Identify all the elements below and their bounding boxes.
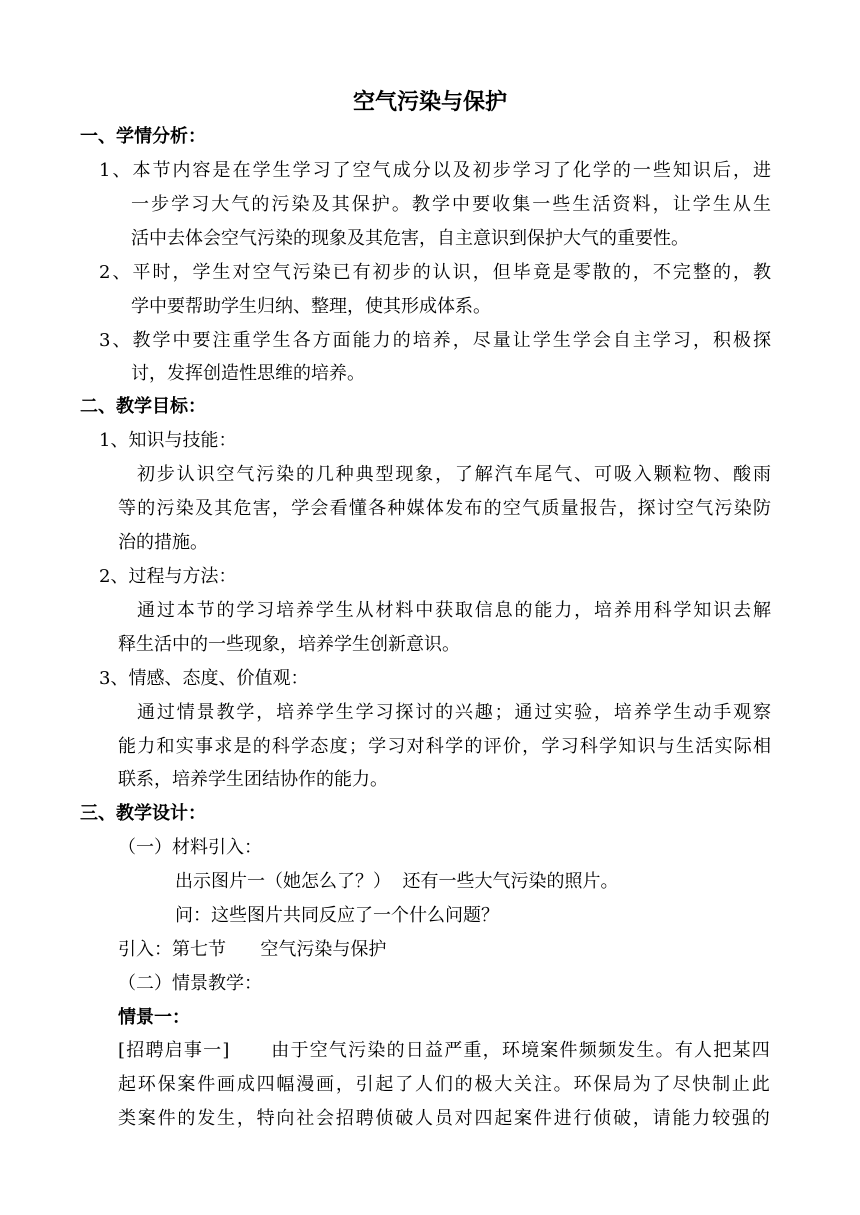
analysis-item-1-line-2: 一步学习大气的污染及其保护。教学中要收集一些生活资料，让学生从生 — [131, 194, 771, 215]
section-heading-analysis: 一、学情分析： — [80, 126, 206, 147]
objective-3-text-line-2: 能力和实事求是的科学态度；学习对科学的评价，学习科学知识与生活实际相 — [118, 736, 771, 757]
objective-2-title: 2、过程与方法： — [99, 566, 237, 587]
objective-2-text-line-1: 通过本节的学习培养学生从材料中获取信息的能力，培养用科学知识去解 — [137, 600, 771, 621]
analysis-item-1-line-1: 1、本节内容是在学生学习了空气成分以及初步学习了化学的一些知识后，进 — [99, 160, 771, 181]
scene-1-title: 情景一： — [118, 1007, 190, 1028]
design-part-2-title: （二）情景教学： — [118, 973, 262, 994]
design-part-1-line-1: 出示图片一（她怎么了？） 还有一些大气污染的照片。 — [175, 871, 619, 892]
analysis-item-1-line-3: 活中去体会空气污染的现象及其危害，自主意识到保护大气的重要性。 — [131, 228, 689, 249]
objective-1-text-line-1: 初步认识空气污染的几种典型现象，了解汽车尾气、可吸入颗粒物、酸雨 — [137, 464, 771, 485]
document-title: 空气污染与保护 — [352, 89, 507, 115]
design-part-1-title: （一）材料引入： — [118, 837, 262, 858]
analysis-item-3-line-2: 讨，发挥创造性思维的培养。 — [131, 363, 365, 384]
analysis-item-2-line-2: 学中要帮助学生归纳、整理，使其形成体系。 — [131, 296, 491, 317]
objective-1-text-line-3: 治的措施。 — [118, 532, 208, 553]
section-heading-objectives: 二、教学目标： — [80, 396, 206, 417]
objective-3-text-line-1: 通过情景教学，培养学生学习探讨的兴趣；通过实验，培养学生动手观察 — [137, 702, 771, 723]
objective-3-text-line-3: 联系，培养学生团结协作的能力。 — [118, 769, 388, 790]
analysis-item-2-line-1: 2、平时，学生对空气污染已有初步的认识，但毕竟是零散的，不完整的，教 — [99, 262, 771, 283]
objective-1-title: 1、知识与技能： — [99, 430, 237, 451]
design-intro-line: 引入：第七节 空气污染与保护 — [118, 939, 387, 960]
objective-3-title: 3、情感、态度、价值观： — [99, 668, 309, 689]
design-part-1-line-2: 问：这些图片共同反应了一个什么问题？ — [175, 905, 499, 926]
scene-1-text-line-1: [招聘启事一] 由于空气污染的日益严重，环境案件频频发生。有人把某四 — [118, 1040, 770, 1061]
section-heading-design: 三、教学设计： — [80, 803, 206, 824]
objective-1-text-line-2: 等的污染及其危害，学会看懂各种媒体发布的空气质量报告，探讨空气污染防 — [118, 498, 771, 519]
scene-1-text-line-3: 类案件的发生，特向社会招聘侦破人员对四起案件进行侦破，请能力较强的 — [118, 1108, 770, 1129]
objective-2-text-line-2: 释生活中的一些现象，培养学生创新意识。 — [118, 634, 460, 655]
scene-1-text-line-2: 起环保案件画成四幅漫画，引起了人们的极大关注。环保局为了尽快制止此 — [118, 1074, 770, 1095]
analysis-item-3-line-1: 3、教学中要注重学生各方面能力的培养，尽量让学生学会自主学习，积极探 — [99, 330, 771, 351]
